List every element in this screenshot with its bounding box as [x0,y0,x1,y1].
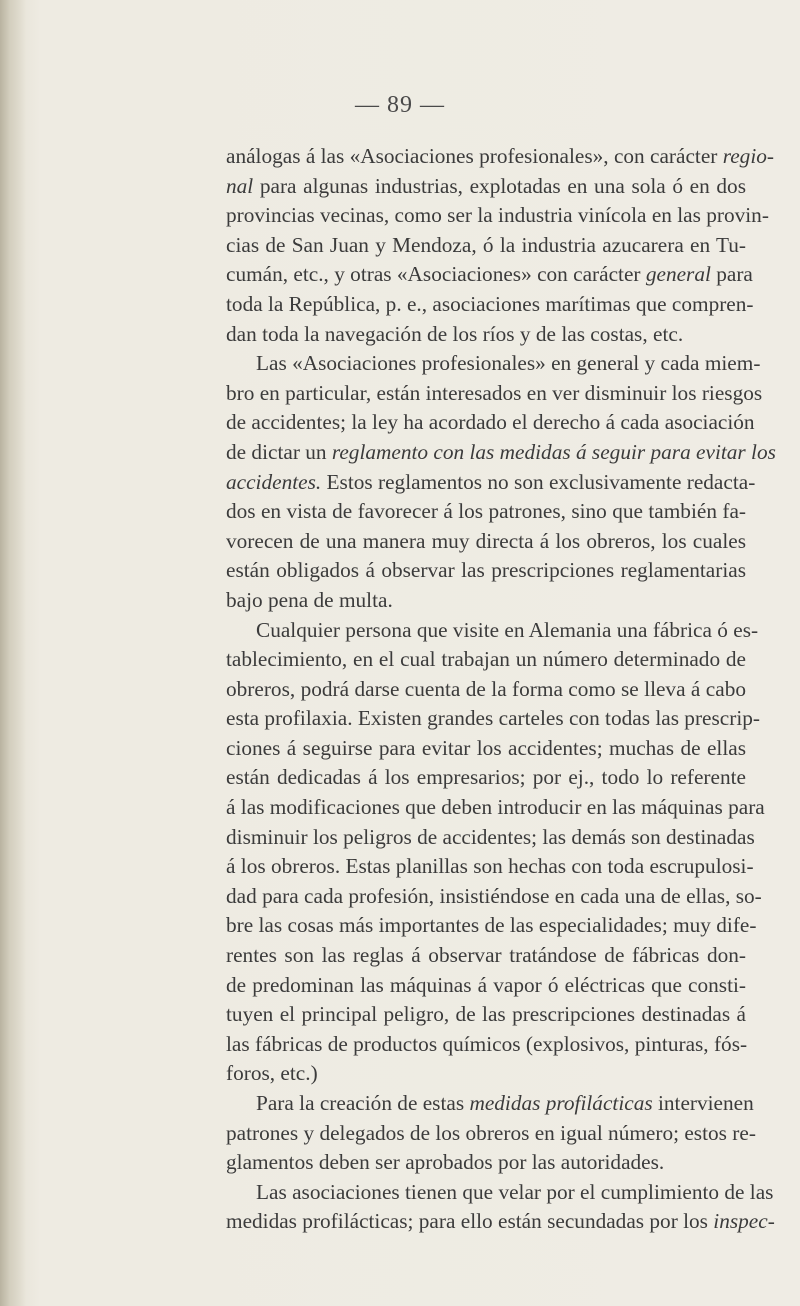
text-line [226,823,755,853]
text-line [226,675,746,705]
text-run: bajo pena de multa. [226,587,393,612]
text-run: análogas á las «Asociaciones profesionales», con carácter [226,144,723,168]
text-run: á los obreros. Estas planillas son hechas con toda escrupulosi- [226,854,754,879]
text-line [226,172,746,202]
text-line [226,379,763,409]
italic-text: inspec- [713,1209,775,1234]
page-number: — 89 — [355,92,445,118]
text-line [226,1119,756,1149]
text-run: foros, etc.) [226,1061,318,1086]
text-run: para [710,262,753,287]
text-line [226,320,746,350]
text-run: bre las cosas más importantes de las especialidades; muy dife- [226,913,757,938]
binding-gutter-shadow [0,0,26,1306]
text-line [226,1148,746,1178]
text-line [226,408,755,438]
text-run: Para la creación de estas [256,1091,470,1115]
italic-text: nal [226,173,254,198]
text-run: están obligados á observar las prescripciones reglamentarias [226,558,746,583]
text-line [226,971,746,1001]
text-line [226,941,746,971]
text-line [226,763,746,793]
text-run: para algunas industrias, explotadas en una sola ó en dos [253,173,746,198]
text-run: dan toda la navegación de los ríos y de las costas, etc. [226,321,684,346]
text-run: cias de San Juan y Mendoza, ó la industria azucarera en Tu- [226,232,746,257]
text-run: esta profilaxia. Existen grandes carteles con todas las prescrip- [226,706,760,731]
italic-text: accidentes. [226,469,322,494]
text-run: Las «Asociaciones profesionales» en general y cada miem- [256,351,761,376]
text-line [226,704,760,734]
text-run: ciones á seguirse para evitar los accidentes; muchas de ellas [226,735,746,760]
text-line [226,793,765,823]
text-line [226,468,756,498]
text-run: disminuir los peligros de accidentes; las demás son destinadas [226,824,755,849]
text-run: tablecimiento, en el cual trabajan un número determinado de [226,647,746,672]
text-run: vorecen de una manera muy directa á los obreros, los cuales [226,528,746,553]
text-line [226,852,754,882]
text-run: bro en particular, están interesados en ver disminuir los riesgos [226,380,763,405]
text-line [226,527,746,557]
text-line [226,201,769,231]
text-line [226,616,759,646]
text-line [226,911,757,941]
text-run: glamentos deben ser aprobados por las autoridades. [226,1150,665,1175]
text-line [226,882,762,912]
text-run: provincias vecinas, como ser la industria vinícola en las provin- [226,203,769,228]
text-run: intervienen [652,1091,754,1115]
text-run: están dedicadas á los empresarios; por ej., todo lo referente [226,765,746,790]
text-run: las fábricas de productos químicos (explosivos, pinturas, fós- [226,1031,748,1056]
text-line [226,556,746,586]
italic-text: reglamento con las medidas á seguir para evitar los [331,439,776,464]
text-run: obreros, podrá darse cuenta de la forma como se lleva á cabo [226,676,746,701]
text-run: dos en vista de favorecer á los patrones, sino que también fa- [226,499,746,524]
italic-text: medidas profilácticas [469,1091,653,1115]
text-run: tuyen el principal peligro, de las prescripciones destinadas á [226,1002,746,1027]
text-run: de accidentes; la ley ha acordado el derecho á cada asociación [226,410,755,435]
text-line [226,734,746,764]
text-run: toda la República, p. e., asociaciones marítimas que compren- [226,291,754,316]
text-run: cumán, etc., y otras «Asociaciones» con carácter [226,262,646,287]
text-line [226,497,746,527]
text-run: rentes son las reglas á observar tratándose de fábricas don- [226,943,746,968]
text-line [226,142,774,172]
text-run: de predominan las máquinas á vapor ó eléctricas que consti- [226,972,746,997]
text-line [226,260,753,290]
text-line [226,1178,774,1208]
text-run: medidas profilácticas; para ello están secundadas por los [226,1209,714,1234]
text-run: Cualquier persona que visite en Alemania una fábrica ó es- [256,617,759,642]
body-text [226,142,776,1237]
text-line [226,231,746,261]
text-line [226,1030,746,1060]
text-line [226,1089,754,1119]
text-run: dad para cada profesión, insistiéndose en cada una de ellas, so- [226,883,762,908]
text-line [226,1207,775,1237]
text-line [226,645,746,675]
text-run: Las asociaciones tienen que velar por el cumplimiento de las [256,1179,774,1204]
text-line [226,1000,746,1030]
text-line [226,290,754,320]
text-run: á las modificaciones que deben introducir en las máquinas para [226,795,765,820]
text-line [226,349,761,379]
text-line [226,586,746,616]
text-run: de dictar un [226,439,332,464]
text-run: patrones y delegados de los obreros en igual número; estos re- [226,1120,756,1145]
text-line [226,1059,746,1089]
text-line [226,438,776,468]
italic-text: general [645,262,711,287]
text-run: Estos reglamentos no son exclusivamente redacta- [321,469,756,494]
italic-text: regio- [722,144,774,168]
